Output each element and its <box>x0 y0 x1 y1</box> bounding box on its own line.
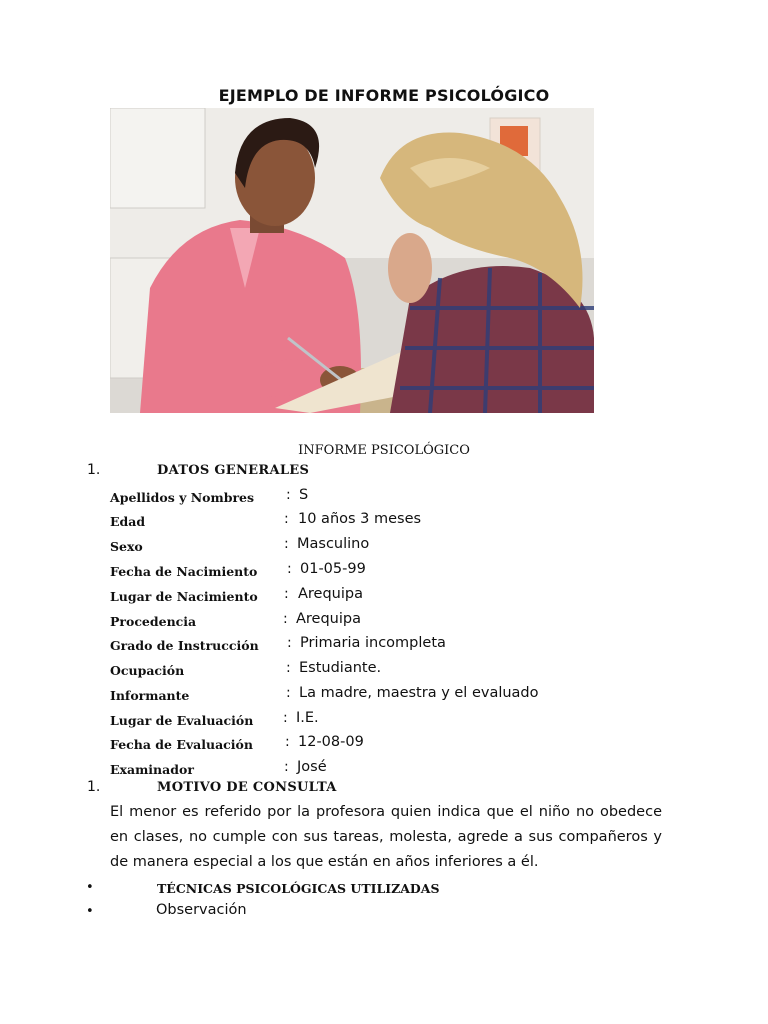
field-colon: : <box>284 586 289 602</box>
field-value: Arequipa <box>298 586 363 602</box>
field-row <box>110 511 670 531</box>
section-number: 1. <box>87 462 101 478</box>
field-label: Informante <box>110 688 190 703</box>
field-row <box>110 660 670 680</box>
field-value: 10 años 3 meses <box>298 511 422 527</box>
field-value: 01-05-99 <box>300 561 366 577</box>
report-title: INFORME PSICOLÓGICO <box>298 443 470 458</box>
field-colon: : <box>283 710 288 726</box>
field-label: Procedencia <box>110 614 197 629</box>
field-label: Edad <box>110 514 146 529</box>
field-colon: : <box>286 685 291 701</box>
field-label: Grado de Instrucción <box>110 638 259 653</box>
field-row <box>110 635 670 655</box>
field-colon: : <box>287 561 292 577</box>
field-row <box>110 710 670 730</box>
field-value: Masculino <box>297 536 370 552</box>
field-label: Lugar de Evaluación <box>110 713 254 728</box>
bullet-icon: • <box>86 904 94 919</box>
field-label: Fecha de Nacimiento <box>110 564 258 579</box>
field-value: Arequipa <box>296 611 361 627</box>
field-label: Fecha de Evaluación <box>110 737 253 752</box>
field-value: La madre, maestra y el evaluado <box>299 685 539 701</box>
motivo-paragraph: El menor es referido por la profesora quien indica que el niño no obedece en clases, no cumple con sus tareas, molesta, agrede a sus compañeros y de manera especial a los que están en años inferiores a él. <box>110 804 662 870</box>
section-heading-datos-generales: DATOS GENERALES <box>157 463 310 478</box>
photo-therapist-consultation <box>110 108 594 413</box>
field-row <box>110 561 670 581</box>
section-heading-tecnicas: TÉCNICAS PSICOLÓGICAS UTILIZADAS <box>157 881 440 896</box>
field-colon: : <box>284 759 289 775</box>
field-row <box>110 759 670 779</box>
field-value: José <box>297 759 327 775</box>
field-value: Primaria incompleta <box>300 635 446 651</box>
field-row <box>110 487 670 507</box>
technique-item-observacion: Observación <box>156 902 247 918</box>
field-label: Sexo <box>110 539 143 554</box>
field-colon: : <box>287 635 292 651</box>
document-title: EJEMPLO DE INFORME PSICOLÓGICO <box>218 86 550 105</box>
field-value: Estudiante. <box>299 660 382 676</box>
field-row <box>110 611 670 631</box>
field-label: Apellidos y Nombres <box>110 490 255 505</box>
field-label: Ocupación <box>110 663 185 678</box>
field-value: 12-08-09 <box>298 734 364 750</box>
field-row <box>110 536 670 556</box>
field-colon: : <box>286 487 291 503</box>
field-colon: : <box>286 660 291 676</box>
field-row <box>110 586 670 606</box>
field-value: I.E. <box>296 710 319 726</box>
field-colon: : <box>284 536 289 552</box>
field-colon: : <box>285 734 290 750</box>
field-colon: : <box>284 511 289 527</box>
field-label: Lugar de Nacimiento <box>110 589 258 604</box>
bullet-icon: • <box>86 880 94 895</box>
field-row <box>110 685 670 705</box>
field-label: Examinador <box>110 762 194 777</box>
field-row <box>110 734 670 754</box>
field-colon: : <box>283 611 288 627</box>
field-value: S <box>299 487 309 503</box>
section-number: 1. <box>87 779 101 795</box>
section-heading-motivo-consulta: MOTIVO DE CONSULTA <box>157 780 337 795</box>
